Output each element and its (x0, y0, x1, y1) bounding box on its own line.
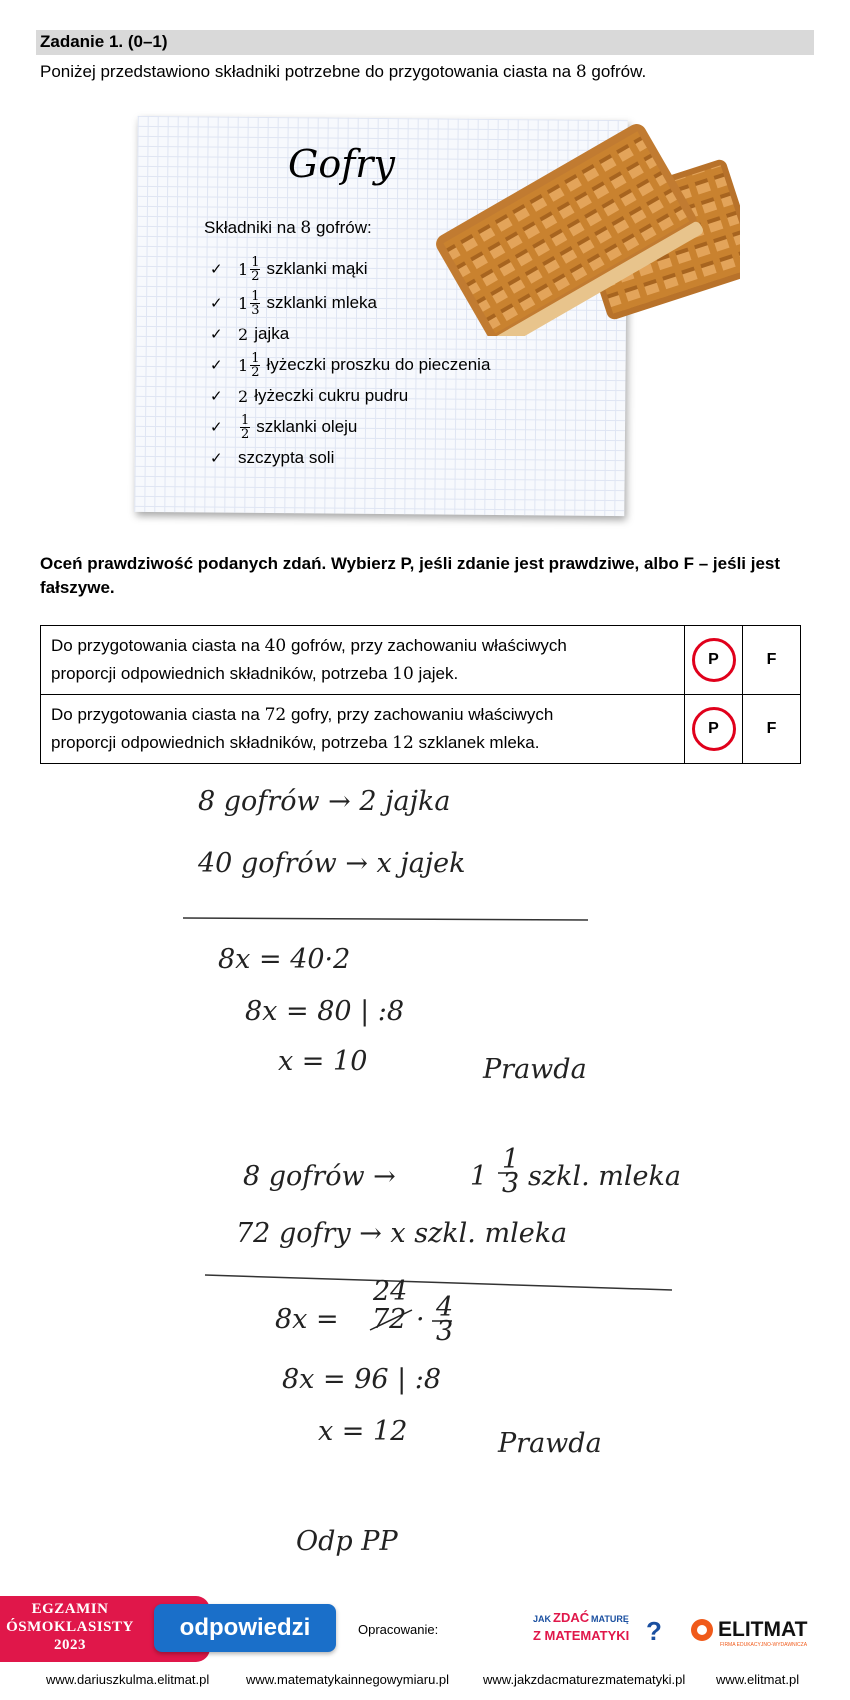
logo-jak-line2: Z MATEMATYKI (533, 1628, 630, 1643)
handwritten-solution (0, 760, 850, 1590)
option-false-cell[interactable] (743, 695, 801, 764)
exam-year: 2023 (54, 1637, 86, 1653)
fraction-numerator: 1 (251, 288, 260, 304)
ingredient-label: szklanki mleka (266, 293, 378, 312)
exam-label-line2: ÓSMOKLASISTY (6, 1619, 134, 1635)
fraction (250, 256, 260, 283)
check-icon: ✓ (210, 295, 223, 312)
recipe-subtitle (204, 218, 372, 238)
quantity-whole: 1 (238, 259, 249, 279)
option-false[interactable]: F (766, 720, 777, 737)
fraction (250, 290, 260, 317)
quantity-whole: 1 (238, 355, 249, 375)
calc2-line1: 8 gofrów → (243, 1161, 396, 1192)
ingredient-oil (210, 410, 490, 444)
subtitle-text: Składniki na (204, 218, 296, 237)
calc1-verdict: Prawda (483, 1054, 587, 1085)
elitmat-emblem-inner (697, 1625, 707, 1635)
logo-jak-zdac: ZDAĆ (553, 1610, 590, 1625)
option-true-cell[interactable] (685, 626, 743, 695)
elitmat-tagline: FIRMA EDUKACYJNO-WYDAWNICZA (720, 1642, 808, 1648)
elitmat-logo (688, 1610, 818, 1650)
intro-number: 8 (575, 62, 587, 82)
fraction-numerator: 1 (241, 412, 250, 428)
quantity-whole: 2 (238, 386, 249, 406)
statement-fragment: Do przygotowania ciasta na (51, 636, 260, 655)
ingredient-milk (210, 286, 490, 320)
check-icon: ✓ (210, 388, 223, 405)
check-icon: ✓ (210, 261, 223, 278)
answers-badge: odpowiedzi (154, 1604, 336, 1652)
link-jakzdacmaturezmatematyki[interactable]: www.jakzdacmaturezmatematyki.pl (483, 1672, 686, 1687)
ingredient-list (210, 252, 490, 472)
link-dariuszkulma[interactable]: www.dariuszkulma.elitmat.pl (46, 1672, 210, 1687)
ingredient-flour (210, 252, 490, 286)
calc2-eq1-den: 3 (436, 1316, 454, 1347)
quantity (238, 325, 248, 344)
ingredient-sugar (210, 382, 490, 410)
ingredient-label: łyżeczki proszku do pieczenia (266, 355, 491, 374)
calc2-divider (205, 1275, 672, 1290)
option-false[interactable]: F (766, 651, 777, 668)
link-matematykainnegowymiaru[interactable]: www.matematykainnegowymiaru.pl (246, 1672, 450, 1687)
ingredient-label: jajka (254, 324, 290, 343)
calc2-frac-den: 3 (502, 1168, 520, 1199)
elitmat-wordmark: ELITMAT (718, 1618, 808, 1641)
calc1-eq1: 8x = 40·2 (218, 944, 351, 975)
statement-number: 12 (392, 733, 414, 753)
statement-fragment: gofrów, przy zachowaniu właściwych (290, 636, 567, 655)
instruction-text: Oceń prawdziwość podanych zdań. Wybierz P, jeśli zdanie jest prawdziwe, albo F – jeśli jest fałszywe. (40, 554, 781, 597)
ingredient-baking-powder (210, 348, 490, 382)
ingredient-label: szklanki mąki (266, 259, 368, 278)
calc2-line2: 72 gofry → x szkl. mleka (236, 1218, 568, 1249)
fraction-denominator: 2 (251, 268, 260, 284)
intro-text: Poniżej przedstawiono składniki potrzebne do przygotowania ciasta na (40, 62, 572, 81)
calc2-eq1: 8x = (275, 1304, 339, 1335)
statement-fragment: gofry, przy zachowaniu właściwych (290, 705, 554, 724)
quantity (238, 414, 250, 441)
intro-text-end: gofrów. (591, 62, 647, 81)
task-intro (40, 62, 646, 82)
option-true-selected[interactable]: P (692, 638, 736, 682)
recipe-title: Gofry (288, 142, 395, 186)
statement-fragment: proporcji odpowiednich składników, potrzeba (51, 733, 388, 752)
fraction-numerator: 1 (251, 254, 260, 270)
true-false-table (40, 625, 801, 764)
calc1-line2: 40 gofrów → x jajek (198, 848, 466, 879)
calc2-eq3: x = 12 (318, 1416, 408, 1447)
subtitle-number: 8 (300, 218, 312, 238)
exam-label-line1: EGZAMIN (31, 1601, 109, 1617)
check-icon: ✓ (210, 357, 223, 374)
calc1-eq2: 8x = 80 | :8 (245, 996, 405, 1027)
calc2-whole: 1 (470, 1161, 488, 1192)
statement-number: 72 (264, 705, 287, 725)
fraction (250, 352, 260, 379)
prepared-label: Opracowanie: (358, 1622, 439, 1637)
calc2-eq1-num: 4 (436, 1292, 454, 1323)
statement-text (41, 695, 685, 764)
ingredient-label: łyżeczki cukru pudru (254, 386, 409, 405)
quantity (238, 290, 260, 317)
fraction-denominator: 2 (251, 364, 260, 380)
statement-text (41, 626, 685, 695)
quantity-whole: 2 (238, 324, 249, 344)
calc2-struck: 72 (372, 1304, 407, 1335)
final-answer: Odp PP (296, 1526, 398, 1557)
jak-zdac-logo (533, 1608, 668, 1648)
task-title: Zadanie 1. (0–1) (40, 32, 168, 51)
fraction-denominator: 2 (241, 426, 250, 442)
fraction-numerator: 1 (251, 350, 260, 366)
statement-number: 40 (264, 636, 287, 656)
statement-fragment: szklanek mleka. (418, 733, 540, 752)
quantity-whole: 1 (238, 293, 249, 313)
ingredient-label: szklanki oleju (256, 417, 358, 436)
statement-row (41, 626, 801, 695)
quantity (238, 256, 260, 283)
calc2-line1-end: szkl. mleka (528, 1161, 681, 1192)
statement-fragment: jajek. (418, 664, 459, 683)
calc1-divider (183, 918, 588, 920)
calc1-eq3: x = 10 (278, 1046, 368, 1077)
quantity (238, 352, 260, 379)
calc2-frac-num: 1 (502, 1144, 520, 1175)
calc2-verdict: Prawda (498, 1428, 602, 1459)
subtitle-text-end: gofrów: (315, 218, 372, 237)
option-true-cell[interactable] (685, 695, 743, 764)
check-icon: ✓ (210, 326, 223, 343)
option-false-cell[interactable] (743, 626, 801, 695)
statement-number: 10 (392, 664, 414, 684)
check-icon: ✓ (210, 419, 223, 436)
calc1-line1: 8 gofrów → 2 jajka (198, 786, 451, 817)
fraction (240, 414, 250, 441)
statement-fragment: Do przygotowania ciasta na (51, 705, 260, 724)
calc2-dot: · (416, 1304, 425, 1335)
logo-jak-small: JAK (533, 1614, 552, 1624)
quantity (238, 387, 248, 406)
option-true-selected[interactable]: P (692, 707, 736, 751)
calc2-reduced: 24 (373, 1276, 408, 1307)
fraction-denominator: 3 (251, 302, 260, 318)
logo-jak-mature: MATURĘ (591, 1614, 629, 1624)
link-elitmat[interactable]: www.elitmat.pl (716, 1672, 800, 1687)
statement-fragment: proporcji odpowiednich składników, potrzeba (51, 664, 388, 683)
statement-row (41, 695, 801, 764)
ingredient-label: szczypta soli (238, 448, 335, 467)
ingredient-eggs (210, 320, 490, 348)
footer-links (0, 1672, 850, 1692)
ingredient-salt (210, 444, 490, 472)
calc2-eq2: 8x = 96 | :8 (282, 1364, 442, 1395)
check-icon: ✓ (210, 450, 223, 467)
question-mark-icon: ? (646, 1616, 662, 1646)
